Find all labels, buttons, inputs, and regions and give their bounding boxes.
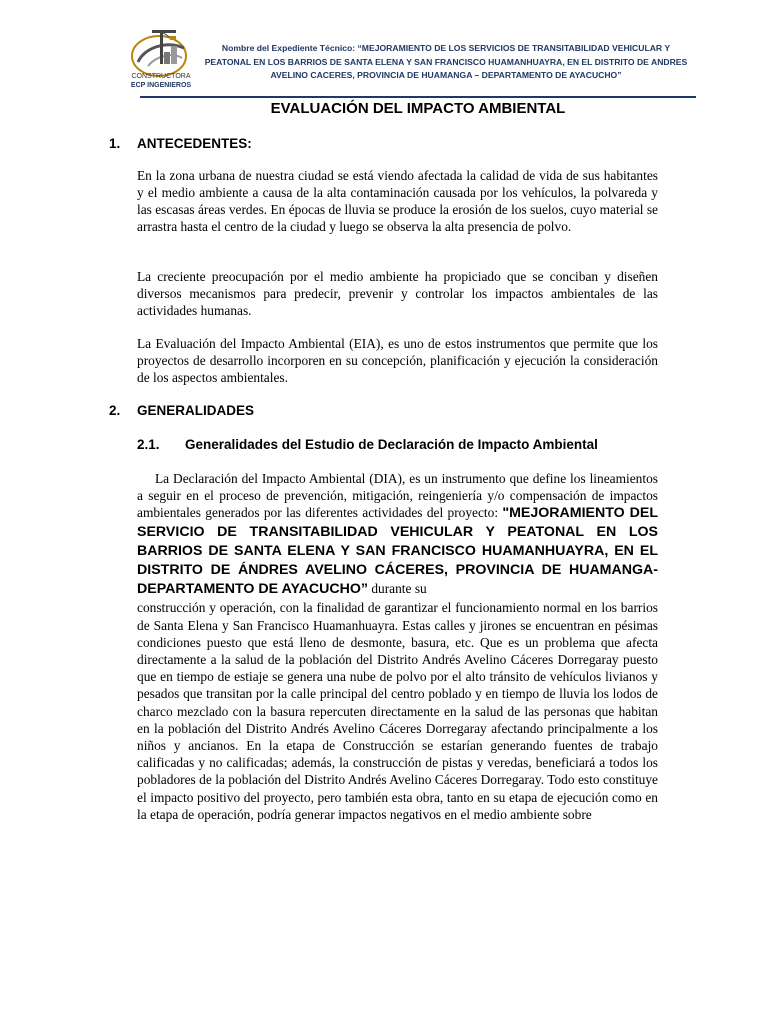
dia-body-text: construcción y operación, con la finalidad de garantizar el funcionamiento normal en los barrios de Santa Elena y San Francisco Huamanhuayra. Estas calles y jirones se encuentran en pésimas condiciones puesto que está lleno de desmonte, basura, etc. Que es un problema que afecta directamente a la salud de la población del Distrito Andrés Avelino Cáceres Dorregaray puesto que en tiempo de estiaje se genera una nube de polvo por el alto tránsito de vehículos livianos y pesados que transitan por la calle principal del centro poblado y en tiempo de lluvia los lodos de charco mezclado con la basura repercuten directamente en la salud de las personas que habitan en la población del Distrito Andrés Avelino Cáceres Dorregaray afectando principalmente a los niños y ancianos. En la etapa de Construcción se estarían generando fuentes de trabajo calificadas y no calificadas; además, la construcción de pistas y veredas, beneficiará a todos los pobladores de la población del Distrito Andrés Avelino Cáceres Dorregaray. Todo esto constituye el impacto positivo del proyecto, pero también esta obra, tanto en su etapa de ejecución como en la etapa de operación, podría generar impactos negativos en el medio ambiente sobre	[137, 600, 658, 822]
header-divider	[140, 96, 696, 98]
antecedentes-paragraph-2: La creciente preocupación por el medio ambiente ha propiciado que se conciban y diseñen diversos mecanismos para predecir, prevenir y controlar los impactos ambientales de las actividades humanas.	[137, 269, 658, 318]
section-1-number: 1.	[109, 136, 121, 151]
section-1-heading	[109, 136, 252, 151]
subsection-2-1-number: 2.1.	[137, 437, 160, 452]
constructora-ecp-logo-icon	[126, 22, 196, 92]
page-title: EVALUACIÓN DEL IMPACTO AMBIENTAL	[270, 100, 566, 117]
section-2-heading	[109, 403, 254, 418]
logo-brand-text: CONSTRUCTORA	[131, 73, 191, 80]
expediente-header: Nombre del Expediente Técnico: “MEJORAMIENTO DE LOS SERVICIOS DE TRANSITABILIDAD VEHICULAR Y PEATONAL EN LOS BARRIOS DE SANTA ELENA Y SAN FRANCISCO HUAMANHUAYRA, EN EL DISTRITO DE ANDRES AVELINO CACERES, PROVINCIA DE HUAMANGA – DEPARTAMENTO DE AYACUCHO”	[204, 43, 688, 80]
antecedentes-paragraph-3: La Evaluación del Impacto Ambiental (EIA), es uno de estos instrumentos que permite que los proyectos de desarrollo incorporen en su concepción, planificación y ejecución la consideración de los aspectos ambientales.	[137, 336, 658, 385]
section-1-title: ANTECEDENTES:	[137, 136, 252, 151]
dia-intro-text: La Declaración del Impacto Ambiental (DIA), es un instrumento que define los lineamientos a seguir en el proceso de prevención, mitigación, reingeniería y/o compensación de impactos ambientales generados por las diferentes actividades del proyecto:	[137, 471, 658, 521]
section-2-number: 2.	[109, 403, 121, 418]
subsection-2-1-heading	[137, 437, 598, 452]
dia-paragraph	[137, 470, 658, 823]
subsection-2-1-title: Generalidades del Estudio de Declaración de Impacto Ambiental	[185, 437, 598, 452]
logo-brand-name: ECP INGENIEROS	[130, 82, 192, 89]
company-logo	[126, 22, 196, 92]
section-2-title: GENERALIDADES	[137, 403, 255, 418]
project-name: "MEJORAMIENTO DEL SERVICIO DE TRANSITABILIDAD VEHICULAR Y PEATONAL EN LOS BARRIOS DE SANTA ELENA Y SAN FRANCISCO HUAMANHUAYRA, EN EL DISTRITO DE ÁNDRES AVELINO CÁCERES, PROVINCIA DE HUAMANGA- DEPARTAMENTO DE AYACUCHO”	[137, 505, 658, 598]
antecedentes-paragraph-1: En la zona urbana de nuestra ciudad se está viendo afectada la calidad de vida de sus habitantes y el medio ambiente a causa de la alta contaminación causada por los vehículos, la polvareda y las escasas áreas verdes. En épocas de lluvia se produce la erosión de los suelos, cuyo material se arrastra hasta el centro de la ciudad y luego se observa la alta presencia de polvo.	[137, 168, 658, 234]
dia-durante-text: durante su	[367, 581, 427, 597]
